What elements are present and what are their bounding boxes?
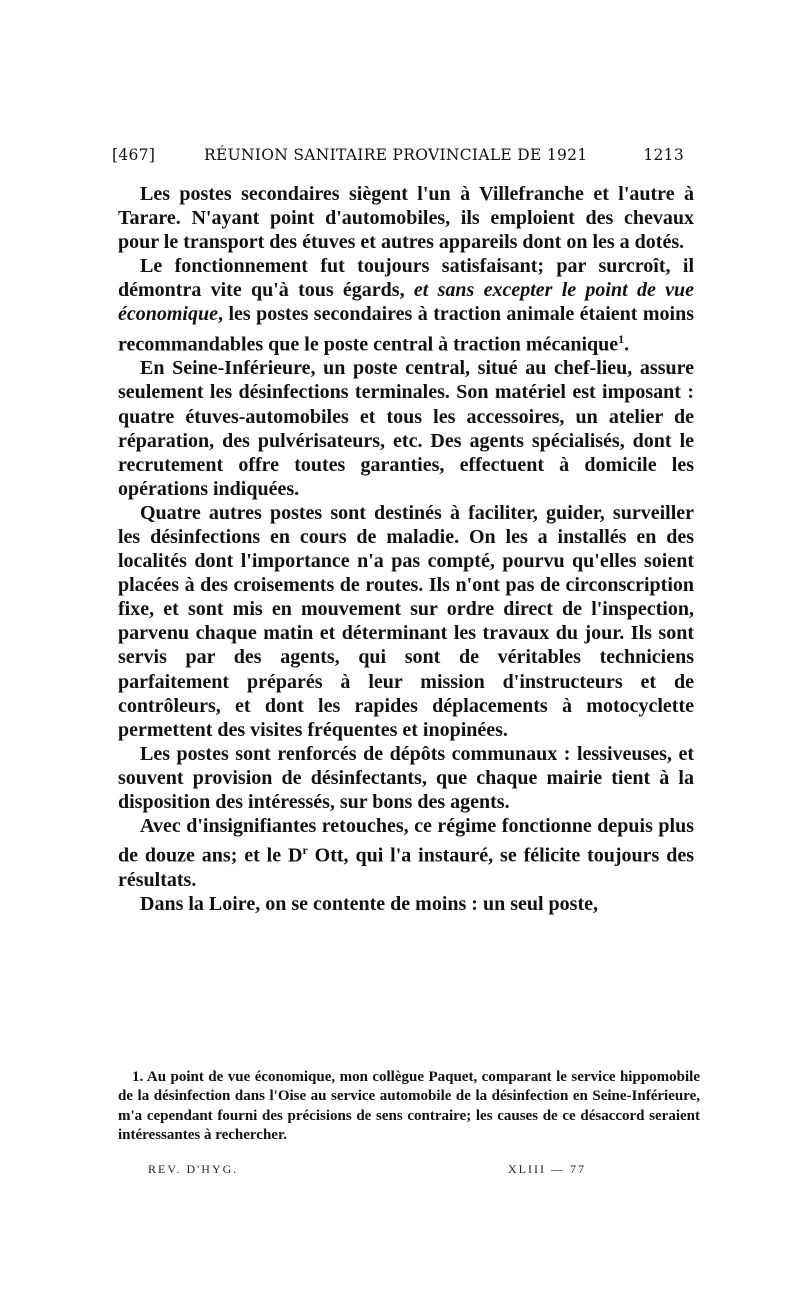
paragraph-2-period: . [624, 333, 630, 356]
footnotes [118, 1068, 700, 1145]
paragraph-6 [118, 814, 694, 892]
paragraph-6-end: Ott, qui l'a instauré, se félicite toujours des résultats. [118, 844, 694, 891]
footnote-marker: 1 [618, 331, 625, 346]
footnote-1: 1. Au point de vue économique, mon collègue Paquet, comparant le service hippomobile de la désinfection dans l'Oise au service automobile de la désinfection en Seine-Inférieure, m'a cependant fourni des précisions de sens contraire; les causes de ce désaccord seraient intéressantes à rechercher. [118, 1069, 700, 1143]
doctor-superscript: r [302, 843, 308, 858]
paragraph-5: Les postes sont renforcés de dépôts communaux : lessiveuses, et souvent provision de désinfectants, que chaque mairie tient à la disposition des intéressés, sur bons des agents. [118, 742, 694, 813]
paragraph-2-start: Le fonctionnement fut toujours satisfaisant; par surcroît, il démontra vite qu'à tous égards, [118, 255, 694, 302]
page-footer [148, 1162, 628, 1202]
paragraph-2 [118, 254, 694, 356]
footer-volume: XLIII — 77 [508, 1162, 586, 1176]
header-bracket-number: [467] [112, 146, 156, 164]
paragraph-2-end: , les postes secondaires à traction animale étaient moins recommandables que le poste central à traction mécanique [118, 303, 694, 356]
paragraph-4: Quatre autres postes sont destinés à faciliter, guider, surveiller les désinfections en cours de maladie. On les a installés en des localités dont l'importance n'a pas compté, pourvu qu'elles soient placées à des croisements de routes. Ils n'ont pas de circonscription fixe, et sont mis en mouvement sur ordre direct de l'inspection, parvenu chaque matin et déterminant les travaux du jour. Ils sont servis par des agents, qui sont de véritables techniciens parfaitement préparés à leur mission d'instructeurs et de contrôleurs, et dont les rapides déplacements à motocyclette permettent des visites fréquentes et inopinées. [118, 501, 694, 741]
page-number: 1213 [643, 146, 684, 164]
body-text [118, 182, 694, 916]
header-title: RÉUNION SANITAIRE PROVINCIALE DE 1921 [204, 146, 588, 164]
paragraph-6-start: Avec d'insignifiantes retouches, ce régime fonctionne depuis plus de douze ans; et le D [118, 815, 694, 867]
paragraph-3: En Seine-Inférieure, un poste central, situé au chef-lieu, assure seulement les désinfections terminales. Son matériel est imposant : quatre étuves-automobiles et tous les accessoires, un atelier de réparation, des pulvérisateurs, etc. Des agents spécialisés, dont le recrutement offre toutes garanties, effectuent à domicile les opérations indiquées. [118, 357, 694, 500]
paragraph-7: Dans la Loire, on se contente de moins : un seul poste, [140, 893, 598, 916]
footer-journal: REV. D'HYG. [148, 1162, 239, 1176]
running-header [112, 146, 684, 172]
paragraph-1: Les postes secondaires siègent l'un à Villefranche et l'autre à Tarare. N'ayant point d'automobiles, ils emploient des chevaux pour le transport des étuves et autres appareils dont on les a dotés. [118, 183, 694, 254]
paragraph-2-italic: et sans excepter le point de vue économique [118, 279, 694, 326]
